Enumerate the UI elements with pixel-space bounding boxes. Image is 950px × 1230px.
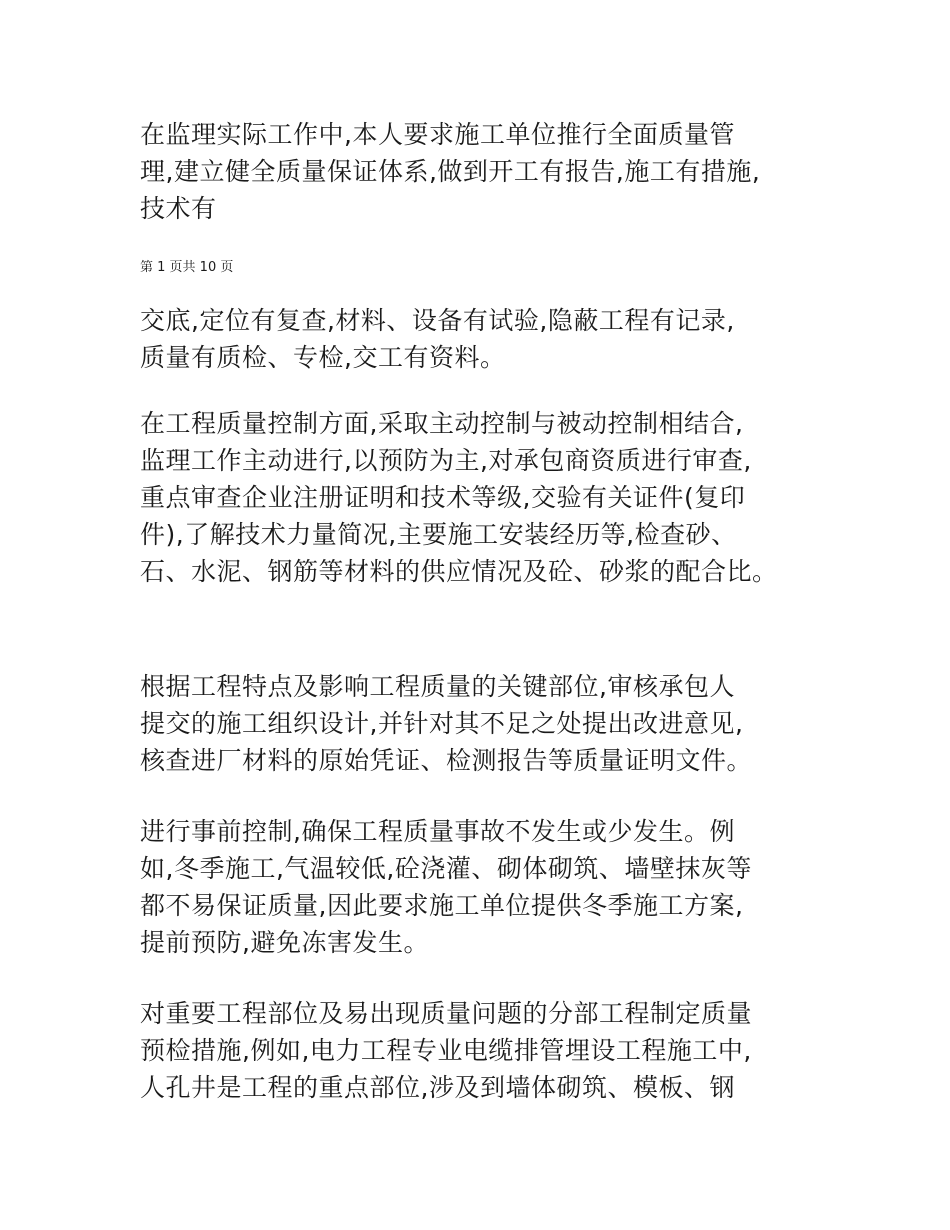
paragraph-prior-control: 进行事前控制,确保工程质量事故不发生或少发生。例 如,冬季施工,气温较低,砼浇灌、砌体砌筑、墙壁抹灰等 都不易保证质量,因此要求施工单位提供冬季施工方案, 提前预防,避免冻害发生。 [140, 817, 752, 957]
paragraph-quality-control: 在工程质量控制方面,采取主动控制与被动控制相结合, 监理工作主动进行,以预防为主,对承包商资质进行审查, 重点审查企业注册证明和技术等级,交验有关证件(复印 件),了解技术力量简况,主要施工安装经历等,检查砂、 石、水泥、钢筋等材料的供应情况及砼、砂浆的配合比。 [140, 409, 778, 586]
page-footer: 第 1 页共 10 页 [140, 260, 234, 275]
paragraph-construction-plan-review: 根据工程特点及影响工程质量的关键部位,审核承包人 提交的施工组织设计,并针对其不足之处提出改进意见, 核查进厂材料的原始凭证、检测报告等质量证明文件。 [140, 672, 753, 775]
paragraph-key-parts-inspection: 对重要工程部位及易出现质量问题的分部工程制定质量 预检措施,例如,电力工程专业电缆排管埋设工程施工中, 人孔井是工程的重点部位,涉及到墙体砌筑、模板、钢 [140, 999, 753, 1102]
paragraph-monitoring-requirements: 在监理实际工作中,本人要求施工单位推行全面质量管 理,建立健全质量保证体系,做到开工有报告,施工有措施, 技术有 [140, 120, 761, 223]
paragraph-handover-records: 交底,定位有复查,材料、设备有试验,隐蔽工程有记录, 质量有质检、专检,交工有资料。 [140, 306, 735, 372]
